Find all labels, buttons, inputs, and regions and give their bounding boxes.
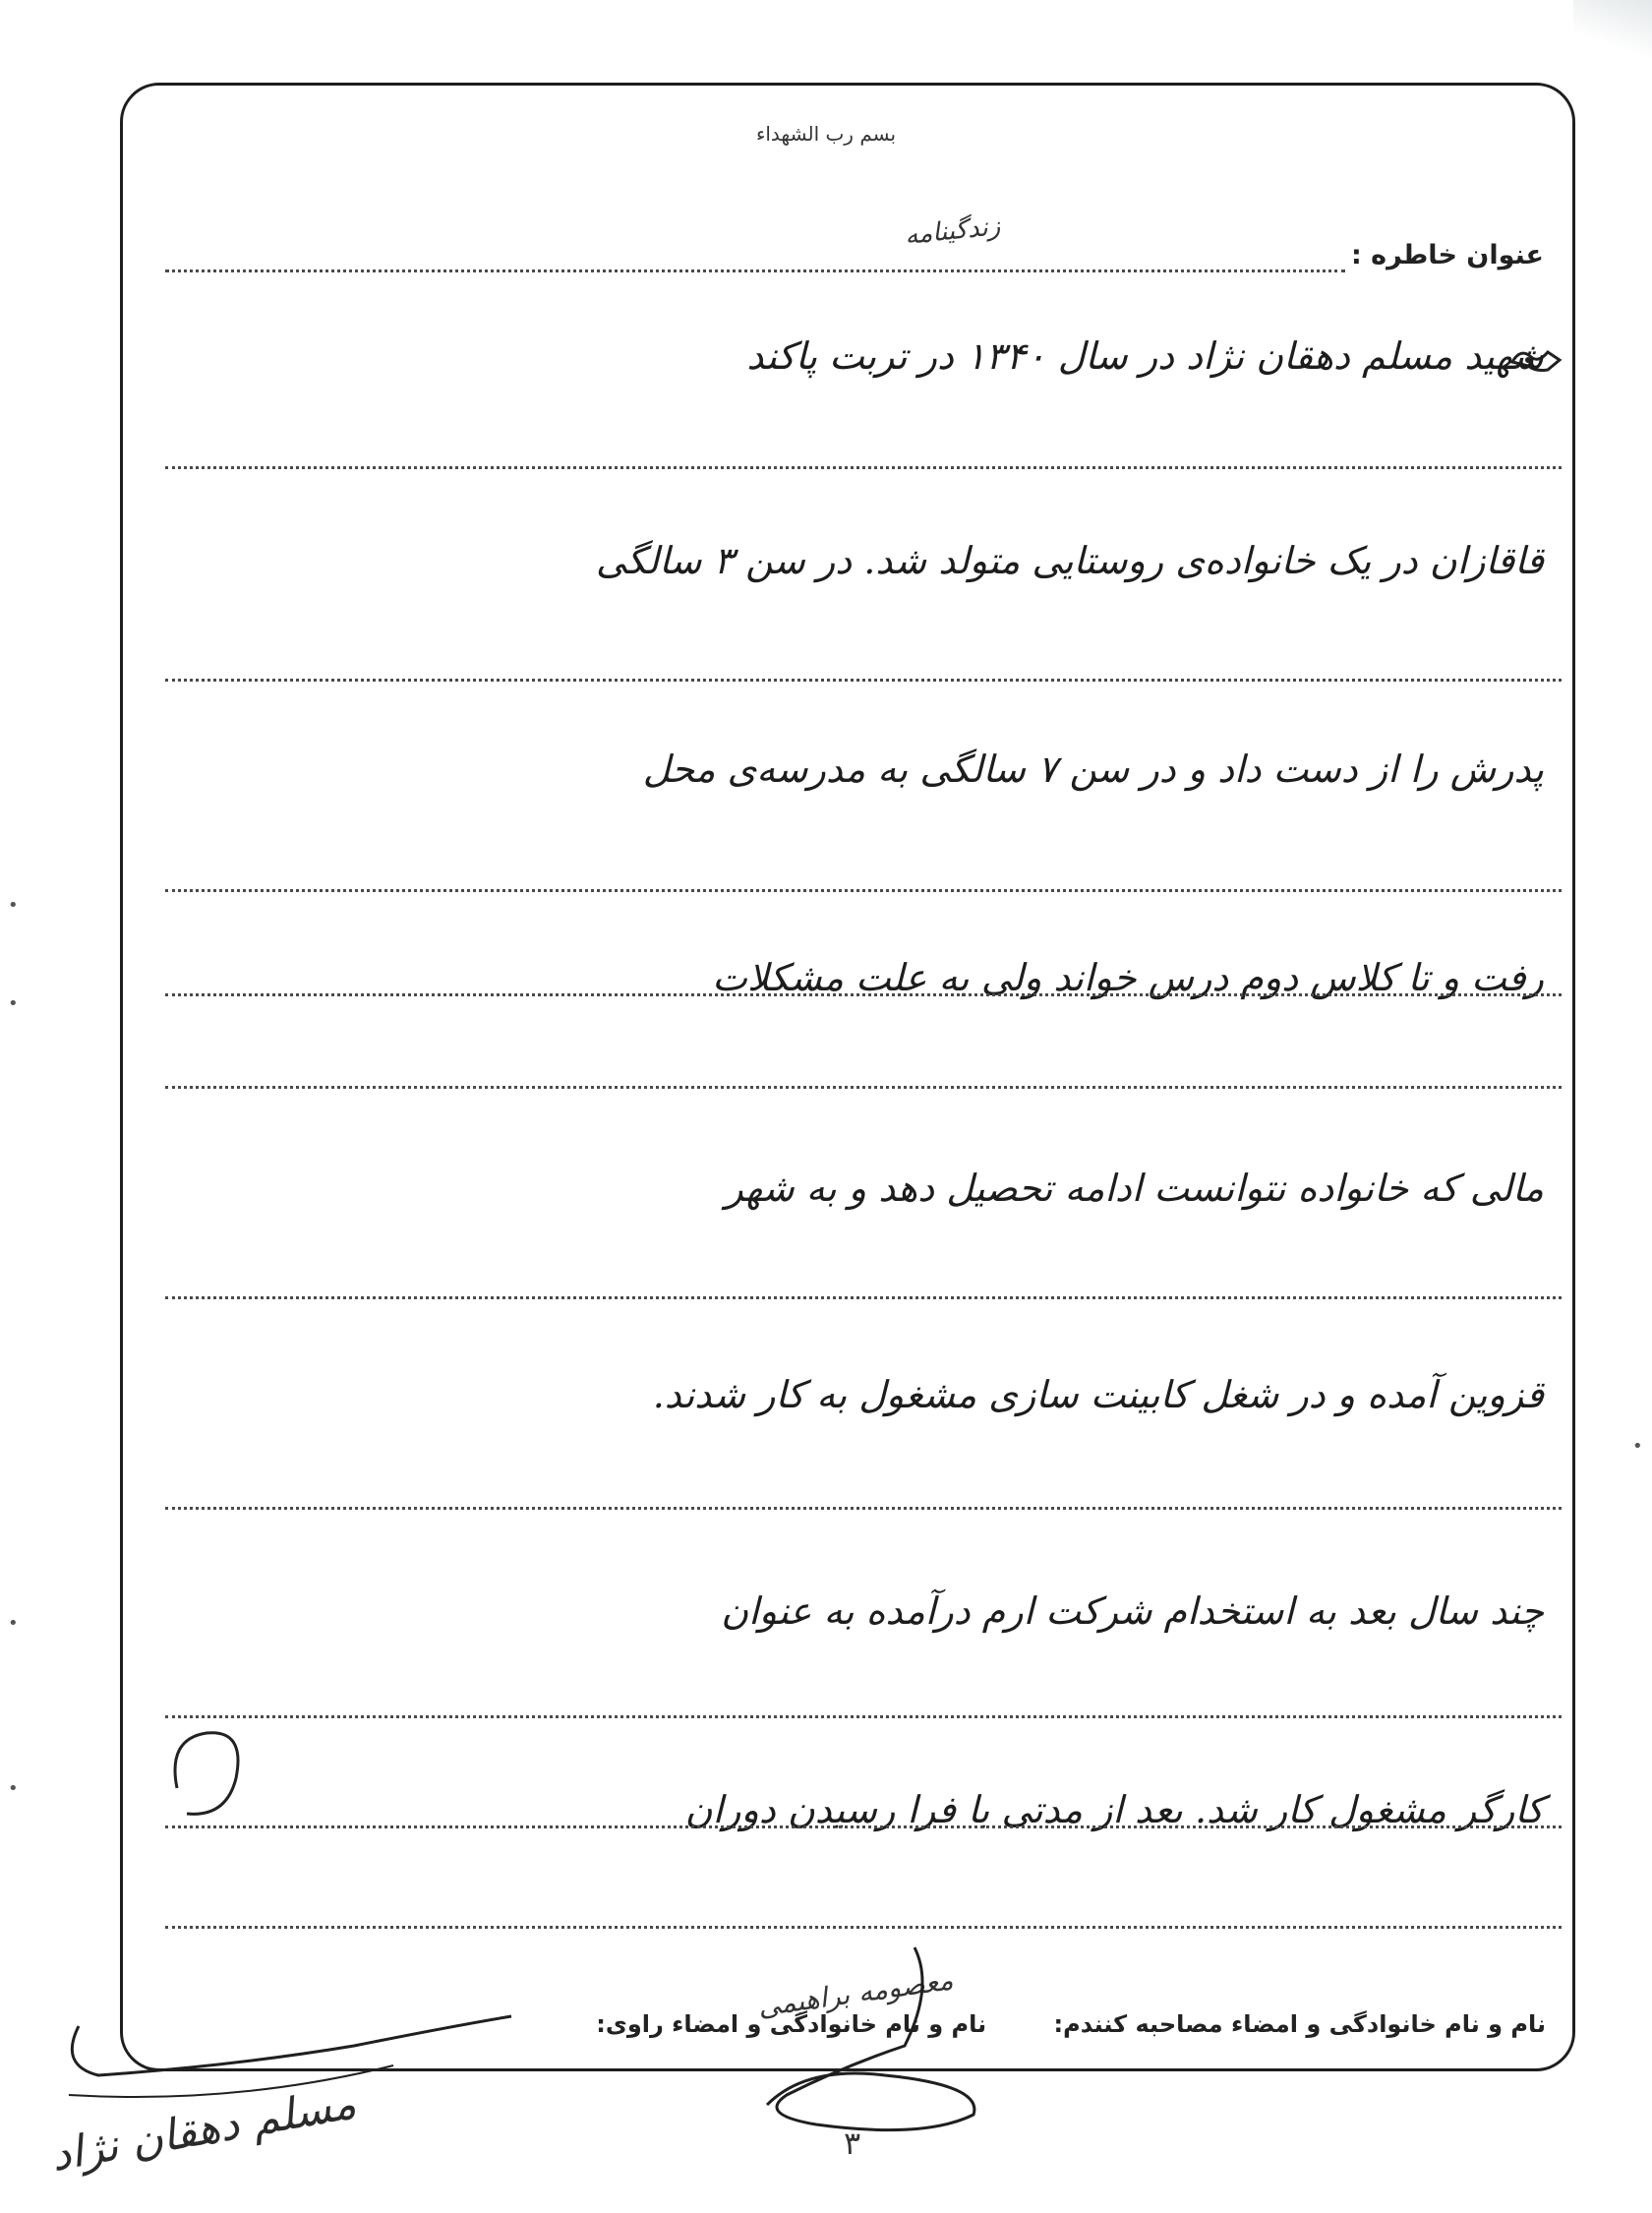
margin-dot: • [8, 1613, 19, 1634]
interviewer-name: معصومه براهیمی [755, 1963, 956, 2023]
circled-annotation-icon [157, 1719, 256, 1827]
memoir-title-label: عنوان خاطره : [1350, 240, 1544, 270]
memoir-line-3: پدرش را از دست داد و در سن ۷ سالگی به مدرسه‌ی محل [642, 748, 1544, 791]
ruled-line [165, 679, 1562, 682]
ruled-line [165, 1086, 1562, 1089]
memoir-line-5: مالی که خانواده نتوانست ادامه تحصیل دهد و به شهر [725, 1166, 1544, 1210]
ruled-line [165, 1825, 1562, 1828]
ruled-line [165, 1715, 1562, 1718]
margin-dot: • [8, 993, 19, 1014]
memoir-title-value: زندگینامه [903, 210, 1002, 252]
memoir-line-2: قاقازان در یک خانواده‌ی روستایی متولد شد. در سن ۳ سالگی [595, 539, 1544, 582]
narrator-name: مسلم دهقان نژاد [46, 2078, 360, 2182]
ruled-line [165, 889, 1562, 892]
narrator-signature-label: نام و نام خانوادگی و امضاء راوی: [596, 2010, 987, 2038]
margin-dot: • [8, 1778, 19, 1799]
memoir-line-4: رفت و تا کلاس دوم درس خواند ولی به علت مشکلات [712, 956, 1544, 999]
form-border [120, 83, 1575, 2071]
ruled-line [165, 993, 1562, 996]
memoir-line-6: قزوین آمده و در شغل کابینت سازی مشغول به کار شدند. [652, 1373, 1544, 1416]
margin-dot: • [8, 895, 19, 916]
scan-edge-shadow [1573, 0, 1652, 59]
ruled-line [165, 1507, 1562, 1510]
ruled-line [165, 466, 1562, 469]
title-dotted-line [165, 269, 1345, 272]
interviewer-signature-label: نام و نام خانوادگی و امضاء مصاحبه کنندم: [1053, 2010, 1546, 2038]
memoir-line-1: شهید مسلم دهقان نژاد در سال ۱۳۴۰ در تربت پاکند [746, 334, 1544, 378]
margin-dot: • [1632, 1436, 1643, 1457]
interviewer-signature [728, 1928, 1042, 2144]
memoir-line-8: کارگر مشغول کار شد. بعد از مدتی با فرا رسیدن دوران [684, 1788, 1544, 1831]
memoir-line-7: چند سال بعد به استخدام شرکت ارم درآمده به عنوان [721, 1589, 1544, 1633]
page-header: بسم رب الشهداء [755, 122, 897, 146]
page-number: ۳ [844, 2124, 861, 2162]
ruled-line [165, 1296, 1562, 1299]
